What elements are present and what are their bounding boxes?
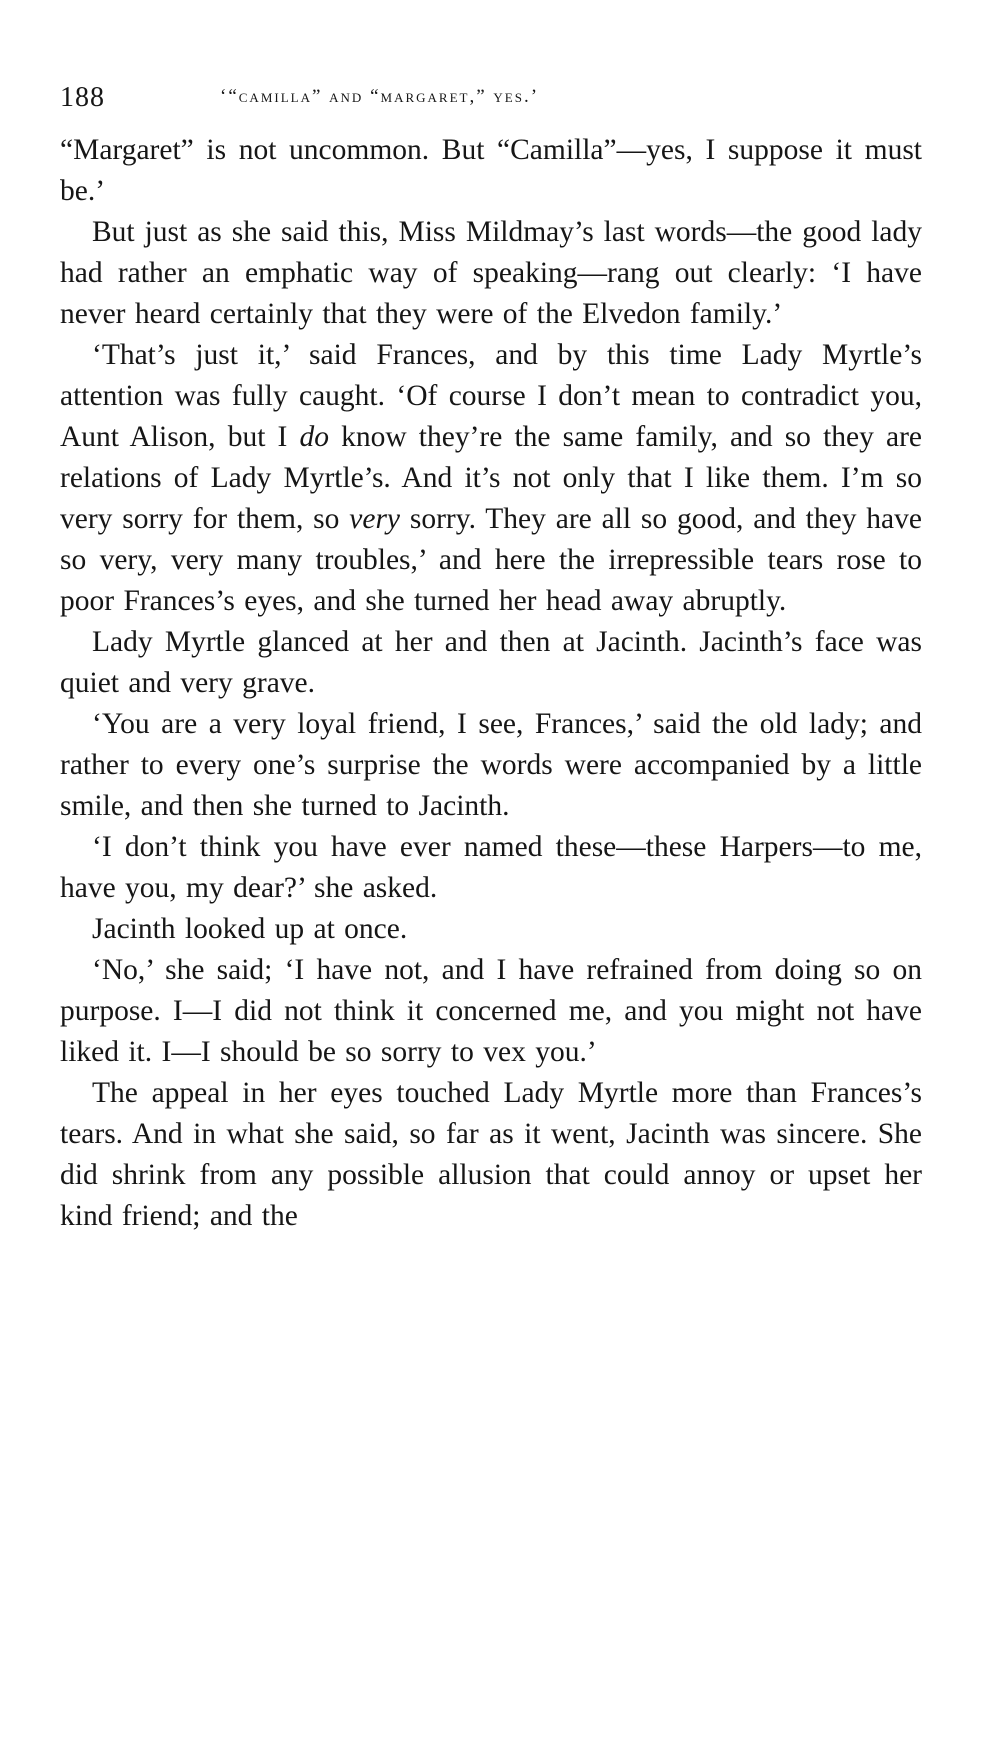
page-number: 188: [60, 82, 105, 113]
body-text: [60, 130, 922, 1237]
running-title: ‘“camilla” and “margaret,” yes.’: [220, 86, 540, 107]
paragraph-p6: [60, 827, 922, 909]
paragraph-p5: [60, 704, 922, 827]
paragraph-p1: [60, 130, 922, 212]
emphasis-text: do: [299, 421, 329, 453]
paragraph-p4: [60, 622, 922, 704]
paragraph-text: ‘You are a very loyal friend, I see, Frances,’ said the old lady; and rather to every one’s surprise the words were accompanied by a little smile, and then she turned to Jacinth.: [60, 708, 922, 822]
paragraph-text: ‘No,’ she said; ‘I have not, and I have refrained from doing so on purpose. I—I did not think it concerned me, and you might not have liked it. I—I should be so sorry to vex you.’: [60, 954, 922, 1068]
paragraph-text: But just as she said this, Miss Mildmay’s last words—the good lady had rather an emphatic way of speaking—rang out clearly: ‘I have never heard certainly that they were of the Elvedon family.’: [60, 216, 922, 330]
paragraph-text: “Margaret” is not uncommon. But “Camilla”—yes, I suppose it must be.’: [60, 134, 922, 207]
paragraph-text: Lady Myrtle glanced at her and then at Jacinth. Jacinth’s face was quiet and very grave.: [60, 626, 922, 699]
paragraph-text: The appeal in her eyes touched Lady Myrtle more than Frances’s tears. And in what she said, so far as it went, Jacinth was sincere. She did shrink from any possible allusion that could annoy or upset her kind friend; and the: [60, 1077, 922, 1232]
paragraph-text: Jacinth looked up at once.: [92, 913, 408, 945]
paragraph-text: ‘That’s just it,’ said Frances, and by this time Lady Myrtle’s attention was fully caught. ‘Of course I don’t mean to contradict you, Aunt Alison, but I: [60, 339, 922, 453]
running-head: [60, 78, 922, 122]
paragraph-p7: [60, 909, 922, 950]
paragraph-text: sorry. They are all so good, and they have so very, very many troubles,’ and here the irrepressible tears rose to poor Frances’s eyes, and she turned her head away abruptly.: [60, 503, 922, 617]
paragraph-p9: [60, 1073, 922, 1237]
paragraph-p8: [60, 950, 922, 1073]
paragraph-p2: [60, 212, 922, 335]
book-page: [60, 78, 922, 1237]
paragraph-text: ‘I don’t think you have ever named these—these Harpers—to me, have you, my dear?’ she asked.: [60, 831, 922, 904]
paragraph-text: know they’re the same family, and so they are relations of Lady Myrtle’s. And it’s not only that I like them. I’m so very sorry for them, so: [60, 421, 923, 535]
paragraph-p3: [60, 335, 922, 622]
emphasis-text: very: [349, 503, 401, 535]
